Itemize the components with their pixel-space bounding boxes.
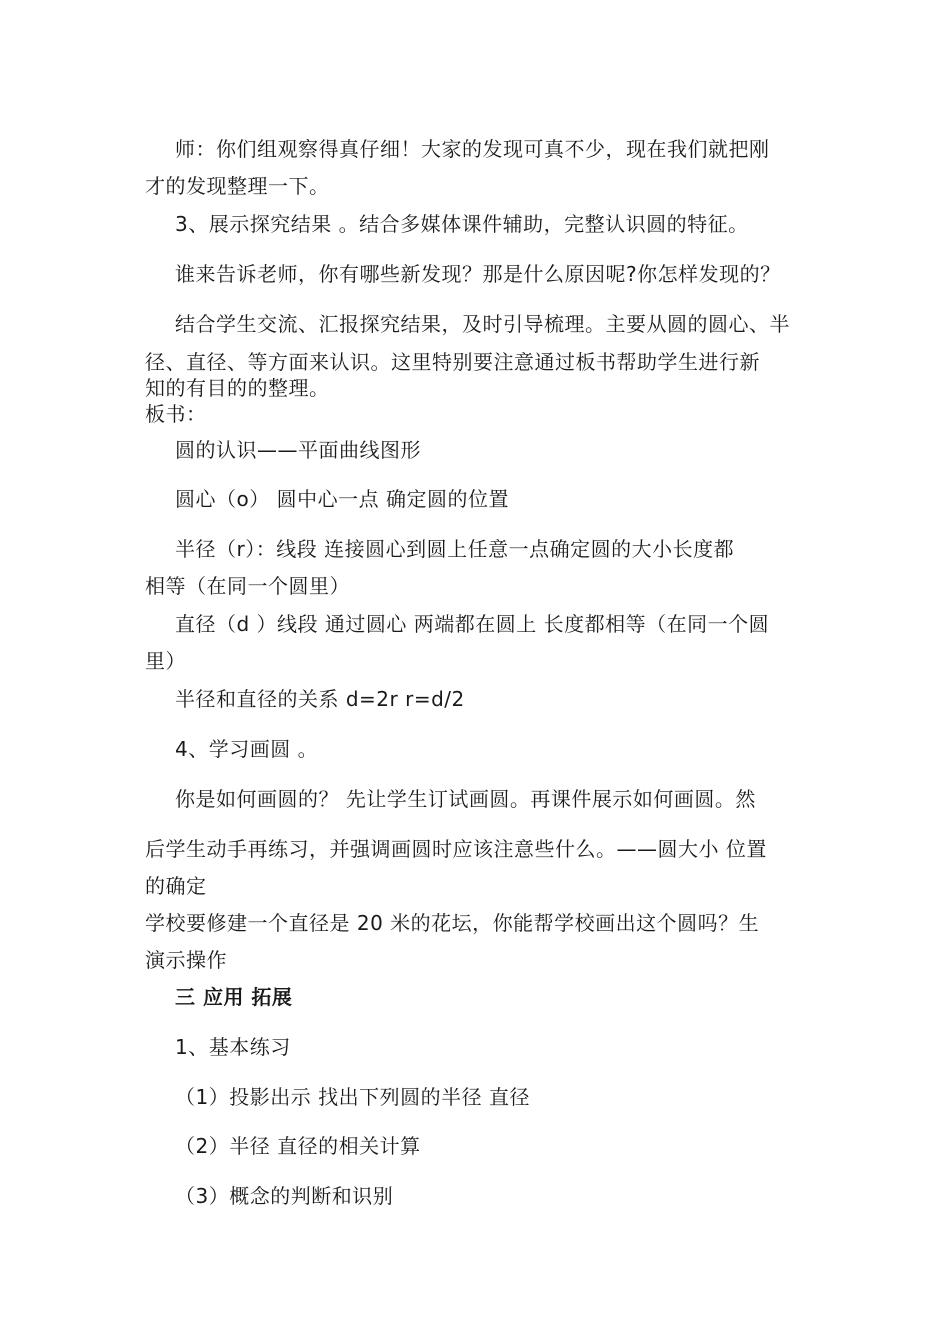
board-heading: 板书： xyxy=(145,402,207,426)
exercise-heading: 1、基本练习 xyxy=(175,1035,291,1059)
paragraph-line: 的确定 xyxy=(145,874,207,898)
board-line: 半径和直径的关系 d=2r r=d/2 xyxy=(175,687,465,711)
board-line: 圆心（o） 圆中心一点 确定圆的位置 xyxy=(175,487,509,511)
paragraph-line: 知的有目的的整理。 xyxy=(145,376,330,400)
paragraph-line: 才的发现整理一下。 xyxy=(145,174,330,198)
paragraph-line: 结合学生交流、汇报探究结果，及时引导梳理。主要从圆的圆心、半 xyxy=(175,312,790,336)
step-heading: 3、展示探究结果 。结合多媒体课件辅助，完整认识圆的特征。 xyxy=(175,212,749,236)
paragraph-line: 后学生动手再练习，并强调画圆时应该注意些什么。——圆大小 位置 xyxy=(145,837,767,861)
board-line: 相等（在同一个圆里） xyxy=(145,574,350,598)
board-line: 圆的认识——平面曲线图形 xyxy=(175,438,421,462)
exercise-item: （1）投影出示 找出下列圆的半径 直径 xyxy=(175,1085,530,1109)
paragraph-line: 学校要修建一个直径是 20 米的花坛，你能帮学校画出这个圆吗？生 xyxy=(145,911,760,935)
exercise-item: （2）半径 直径的相关计算 xyxy=(175,1134,421,1158)
board-line: 半径（r）：线段 连接圆心到圆上任意一点确定圆的大小长度都 xyxy=(175,537,735,561)
paragraph-line: 径、直径、等方面来认识。这里特别要注意通过板书帮助学生进行新 xyxy=(145,350,760,374)
paragraph-line: 师：你们组观察得真仔细！大家的发现可真不少，现在我们就把刚 xyxy=(175,137,770,161)
exercise-item: （3）概念的判断和识别 xyxy=(175,1184,394,1208)
section-heading: 三 应用 拓展 xyxy=(175,985,293,1009)
board-line: 直径（d ）线段 通过圆心 两端都在圆上 长度都相等（在同一个圆 xyxy=(175,612,770,636)
paragraph-line: 演示操作 xyxy=(145,948,227,972)
paragraph-line: 你是如何画圆的？ 先让学生订试画圆。再课件展示如何画圆。然 xyxy=(175,787,756,811)
step-heading: 4、学习画圆 。 xyxy=(175,737,319,761)
paragraph-line: 谁来告诉老师，你有哪些新发现？那是什么原因呢?你怎样发现的？ xyxy=(175,262,781,286)
board-line: 里） xyxy=(145,649,186,673)
